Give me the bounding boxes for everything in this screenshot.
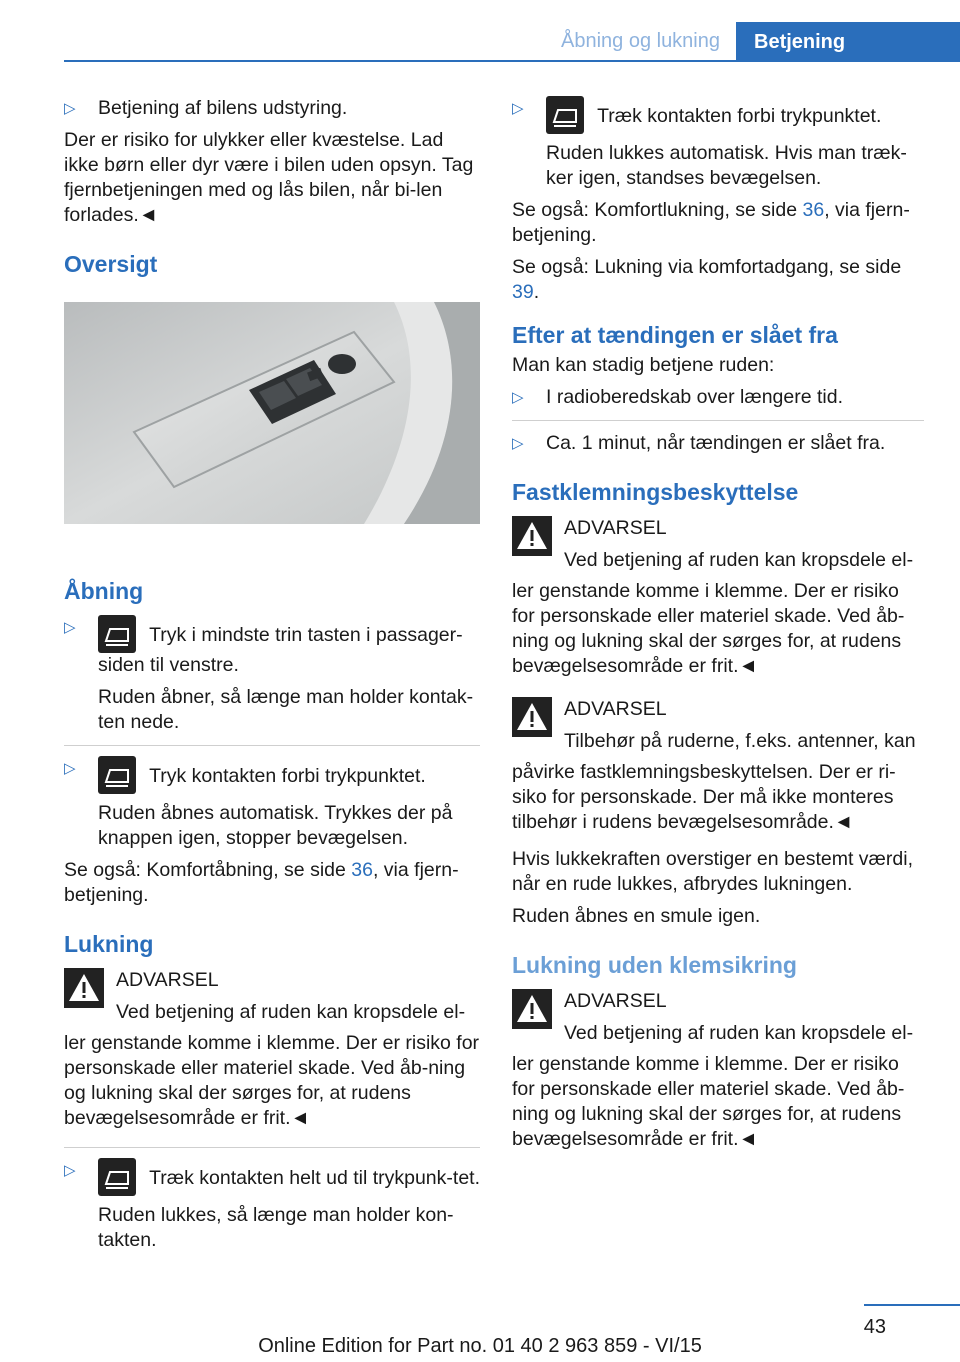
list-item: ▷ Ca. 1 minut, når tændingen er slået fra. xyxy=(512,432,886,454)
warning-icon xyxy=(64,968,104,1008)
warning-block: ADVARSEL Ved betjening af ruden kan kropsdele el- xyxy=(512,516,924,573)
door-switch-photo xyxy=(64,302,480,524)
footer-edition: Online Edition for Part no. 01 40 2 963 859 - VI/15 xyxy=(258,1335,702,1357)
heading-oversigt: Oversigt xyxy=(64,251,158,277)
header-tab: Betjening xyxy=(736,22,960,62)
bullet-triangle-icon: ▷ xyxy=(64,760,76,777)
sub-paragraph: Ruden åbner, så længe man holder kontak-ten nede. xyxy=(98,686,474,733)
left-column xyxy=(64,96,480,1260)
list-item: ▷ I radioberedskab over længere tid. xyxy=(512,386,844,408)
header-rule xyxy=(64,60,960,62)
paragraph: Der er risiko for ulykker eller kvæstelse. Lad ikke børn eller dyr være i bilen uden opsyn. Tag fjernbetjeningen med og lås bilen, når bi-len forlades.◄ xyxy=(64,129,474,226)
bullet-triangle-icon: ▷ xyxy=(64,1162,76,1179)
page-link[interactable]: 36 xyxy=(351,859,373,881)
list-item: ▷ Træk kontakten helt ud til trykpunk-tet. xyxy=(64,1158,480,1196)
heading-fastklemning: Fastklemningsbeskyttelse xyxy=(512,479,799,505)
bullet-triangle-icon: ▷ xyxy=(512,435,524,452)
list-item: ▷ Tryk kontakten forbi trykpunktet. xyxy=(64,756,480,794)
warning-icon xyxy=(512,697,552,737)
warning-block: ADVARSEL Ved betjening af ruden kan kropsdele el- xyxy=(512,989,924,1046)
paragraph: Man kan stadig betjene ruden: xyxy=(512,354,775,376)
warning-text: påvirke fastklemningsbeskyttelsen. Der er ri-siko for personskade. Der må ikke monteres tilbehør i rudens bevægelsesområde.◄ xyxy=(512,761,896,833)
divider xyxy=(64,745,480,746)
page-link[interactable]: 39 xyxy=(512,281,534,303)
right-column xyxy=(512,96,924,1159)
warning-text: ler genstande komme i klemme. Der er risiko for personskade eller materiel skade. Ved åb-ning og lukning skal der sørges for, at rudens bevægelsesområde er frit.◄ xyxy=(512,1053,905,1150)
paragraph: Ruden åbnes en smule igen. xyxy=(512,905,761,927)
heading-aabning: Åbning xyxy=(64,578,144,604)
header-section: Åbning og lukning xyxy=(560,30,720,52)
warning-text: ler genstande komme i klemme. Der er risiko for personskade eller materiel skade. Ved åb-ning og lukning skal der sørges for, at rudens bevægelsesområde er frit.◄ xyxy=(64,1032,480,1129)
warning-block: ADVARSEL Tilbehør på ruderne, f.eks. antenner, kan xyxy=(512,697,924,754)
warning-text: ler genstande komme i klemme. Der er risiko for personskade eller materiel skade. Ved åb-ning og lukning skal der sørges for, at rudens bevægelsesområde er frit.◄ xyxy=(512,580,905,677)
heading-uden-klemsikring: Lukning uden klemsikring xyxy=(512,952,797,978)
list-item: ▷ Tryk i mindste trin tasten i passager-siden til venstre. xyxy=(64,615,480,678)
warning-icon xyxy=(512,989,552,1029)
paragraph: Se også: Lukning via komfortadgang, se side 39. xyxy=(512,256,902,303)
sub-paragraph: Ruden lukkes automatisk. Hvis man træk-ker igen, standses bevægelsen. xyxy=(546,142,907,189)
list-item: ▷ Træk kontakten forbi trykpunktet. xyxy=(512,96,924,134)
sub-paragraph: Ruden åbnes automatisk. Trykkes der på knappen igen, stopper bevægelsen. xyxy=(98,802,453,849)
paragraph: Se også: Komfortlukning, se side 36, via fjern-betjening. xyxy=(512,199,910,246)
page-number: 43 xyxy=(863,1316,886,1338)
list-item: ▷ Betjening af bilens udstyring. xyxy=(64,97,348,119)
bullet-triangle-icon: ▷ xyxy=(512,389,524,406)
heading-efter: Efter at tændingen er slået fra xyxy=(512,322,838,348)
warning-block: ADVARSEL Ved betjening af ruden kan kropsdele el- xyxy=(64,968,480,1025)
window-switch-icon xyxy=(98,756,136,794)
bullet-triangle-icon: ▷ xyxy=(64,619,76,636)
divider xyxy=(64,1147,480,1148)
footer-rule xyxy=(864,1304,960,1306)
page-link[interactable]: 36 xyxy=(802,199,825,221)
window-switch-icon xyxy=(546,96,584,134)
paragraph: Hvis lukkekraften overstiger en bestemt værdi, når en rude lukkes, afbrydes lukningen. xyxy=(512,848,913,895)
paragraph: Se også: Komfortåbning, se side 36, via fjern-betjening. xyxy=(64,859,459,906)
bullet-triangle-icon: ▷ xyxy=(64,100,76,117)
warning-icon xyxy=(512,516,552,556)
bullet-triangle-icon: ▷ xyxy=(512,100,524,117)
heading-lukning: Lukning xyxy=(64,931,154,957)
divider xyxy=(512,420,924,421)
window-switch-icon xyxy=(98,615,136,653)
sub-paragraph: Ruden lukkes, så længe man holder kon-takten. xyxy=(98,1204,454,1251)
window-switch-icon xyxy=(98,1158,136,1196)
